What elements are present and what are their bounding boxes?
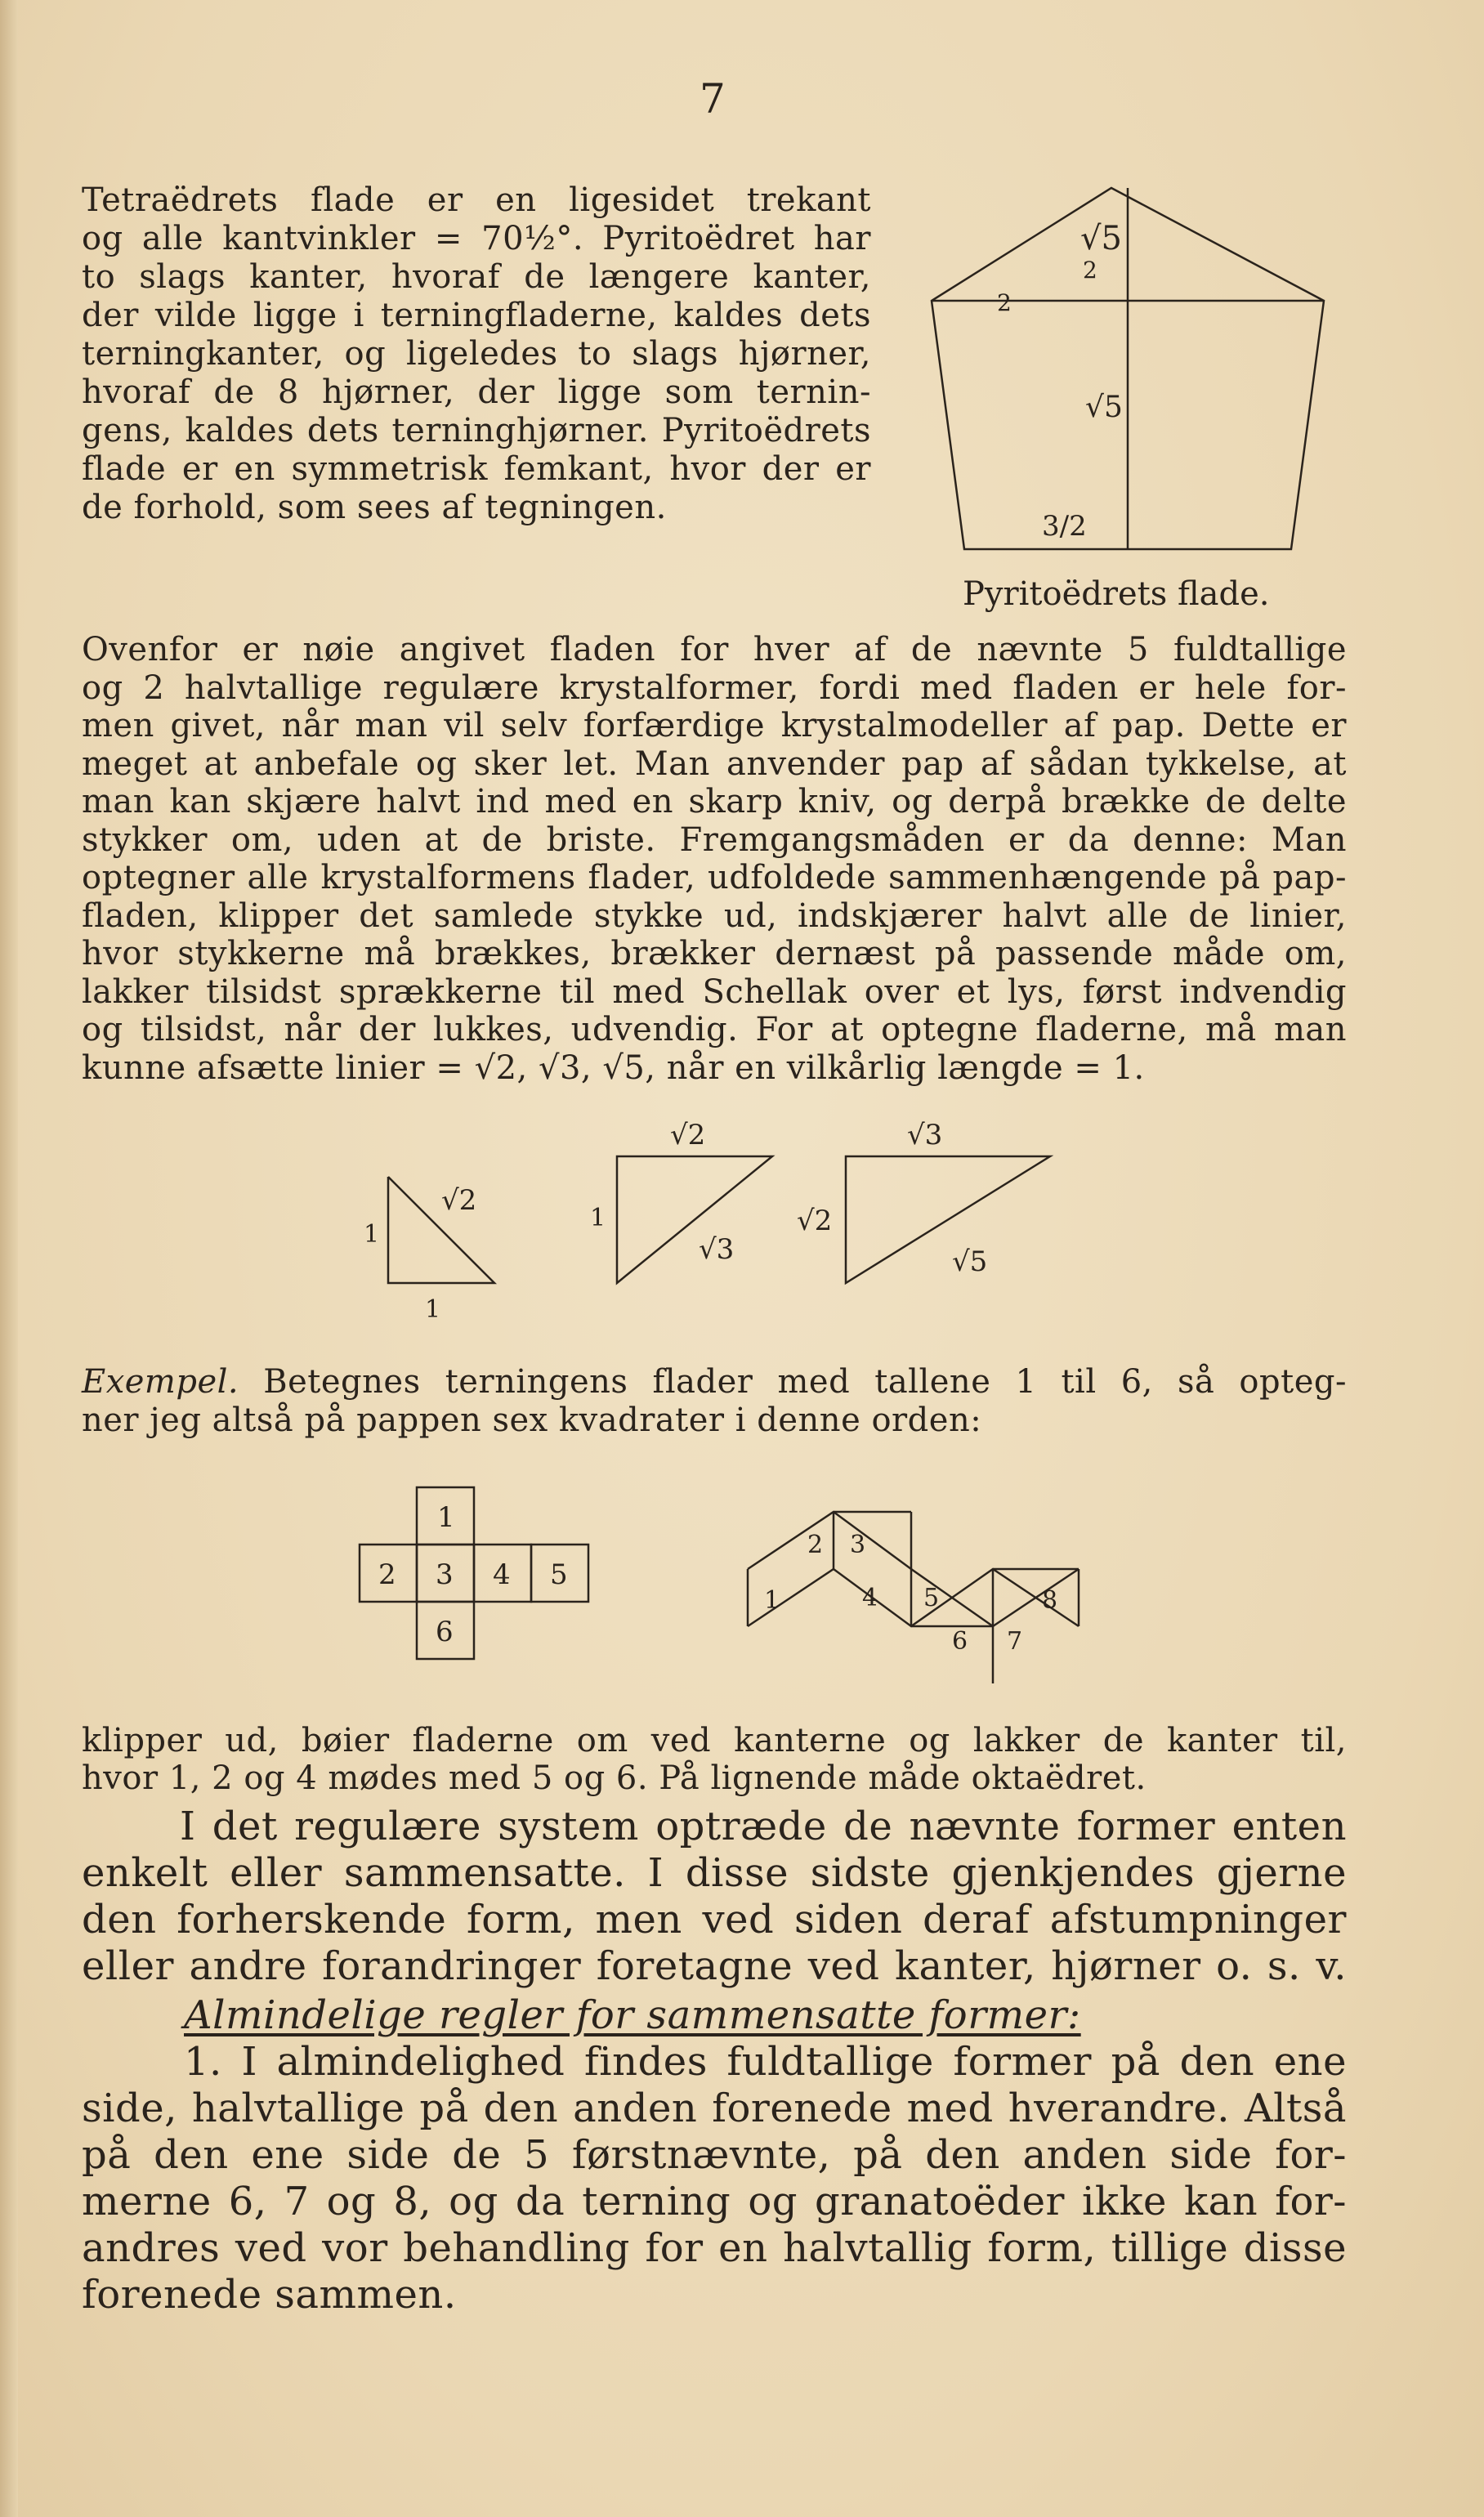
octa-label-4: 4 bbox=[862, 1584, 878, 1612]
label-top-sqrt5: √5 bbox=[1080, 220, 1122, 257]
paragraph-tetraeder bbox=[82, 181, 871, 527]
example-text: Betegnes terningens flader med tallene 1 til 6, så opteg- bbox=[239, 1363, 1347, 1401]
fig1-hyp: √2 bbox=[441, 1184, 477, 1217]
text-line: man kan skjære halvt ind med en skarp kniv, og derpå brække de delte bbox=[82, 783, 1347, 820]
paragraph-rule-1 bbox=[82, 2039, 1347, 2318]
fig3-hyp: √5 bbox=[952, 1245, 988, 1278]
text-line: på den ene side de 5 førstnævnte, på den anden side for- bbox=[82, 2132, 1347, 2178]
octa-label-6: 6 bbox=[952, 1627, 968, 1656]
text-line: hvor 1, 2 og 4 mødes med 5 og 6. På lignende måde oktaëdret. bbox=[82, 1759, 1147, 1797]
text-line: andres ved vor behandling for en halvtallig form, tillige disse bbox=[82, 2225, 1347, 2271]
text-line: 1. I almindelighed findes fuldtallige former på den ene bbox=[184, 2039, 1347, 2085]
sqrt-construction-figures bbox=[343, 1103, 1095, 1332]
octa-net-lines-bottom bbox=[748, 1569, 1079, 1626]
text-line: I det regulære system optræde de nævnte former enten bbox=[180, 1804, 1347, 1849]
text-line: fladen, klipper det samlede stykke ud, indskjærer halvt alle de linier, bbox=[82, 896, 1347, 935]
octa-label-2: 2 bbox=[807, 1531, 824, 1559]
octa-label-8: 8 bbox=[1042, 1586, 1058, 1615]
text-line: og 2 halvtallige regulære krystalformer, fordi med fladen er hele for- bbox=[82, 668, 1347, 707]
fig3-top: √3 bbox=[907, 1119, 943, 1151]
text-line: gens, kaldes dets terninghjørner. Pyritoëdrets bbox=[82, 412, 871, 449]
fig2-top: √2 bbox=[670, 1119, 706, 1151]
cube-label-1: 1 bbox=[437, 1501, 455, 1534]
text-line: hvor stykkerne må brækkes, brækker dernæst på passende måde om, bbox=[82, 935, 1347, 972]
octa-label-7: 7 bbox=[1007, 1627, 1023, 1656]
octahedron-net-figure bbox=[735, 1471, 1111, 1692]
text-line: der vilde ligge i terningfladerne, kaldes dets bbox=[82, 297, 871, 334]
cube-label-5: 5 bbox=[550, 1558, 568, 1591]
label-middle-sqrt5: √5 bbox=[1085, 391, 1123, 424]
text-line: og tilsidst, når der lukkes, udvendig. For at optegne fladerne, må man bbox=[82, 1011, 1347, 1048]
fig2-side-left: 1 bbox=[590, 1204, 606, 1232]
text-line bbox=[82, 1363, 1347, 1402]
cube-label-3: 3 bbox=[436, 1558, 454, 1591]
text-line: to slags kanter, hvoraf de længere kanter, bbox=[82, 258, 871, 296]
text-line: den forherskende form, men ved siden deraf afstumpninger bbox=[82, 1897, 1347, 1943]
octa-label-3: 3 bbox=[850, 1531, 866, 1559]
cube-label-2: 2 bbox=[378, 1558, 396, 1591]
text-line: og alle kantvinkler = 70½°. Pyritoëdret har bbox=[82, 220, 871, 257]
fig1-side-bottom: 1 bbox=[425, 1295, 441, 1324]
text-line: terningkanter, og ligeledes to slags hjørner, bbox=[82, 335, 871, 373]
text-line: flade er en symmetrisk femkant, hvor der er bbox=[82, 450, 871, 488]
fig2-hyp: √3 bbox=[699, 1233, 735, 1266]
octa-label-5: 5 bbox=[923, 1584, 940, 1612]
page-edge bbox=[0, 0, 18, 2517]
text-line: side, halvtallige på den anden forenede med hverandre. Altså bbox=[82, 2086, 1347, 2131]
text-line: merne 6, 7 og 8, og da terning og granatoëder ikke kan for- bbox=[82, 2179, 1347, 2224]
text-line: Ovenfor er nøie angivet fladen for hver af de nævnte 5 fuldtallige bbox=[82, 631, 1347, 668]
label-bottom-three-halves: 3/2 bbox=[1042, 510, 1087, 543]
cube-label-4: 4 bbox=[493, 1558, 511, 1591]
cube-label-6: 6 bbox=[436, 1616, 454, 1648]
example-label: Exempel. bbox=[82, 1363, 239, 1401]
text-line: meget at anbefale og sker let. Man anvender pap af sådan tykkelse, at bbox=[82, 744, 1347, 783]
text-line: lakker tilsidst sprækkerne til med Schellak over et lys, først indvendig bbox=[82, 972, 1347, 1011]
text-line: ner jeg altså på pappen sex kvadrater i denne orden: bbox=[82, 1402, 982, 1439]
fig1-side-left: 1 bbox=[364, 1220, 380, 1249]
paragraph-cut-out bbox=[82, 1722, 1347, 1797]
text-line: klipper ud, bøier fladerne om ved kanterne og lakker de kanter til, bbox=[82, 1722, 1347, 1759]
text-line: eller andre forandringer foretagne ved kanter, hjørner o. s. v. bbox=[82, 1943, 1347, 1989]
text-line: de forhold, som sees af tegningen. bbox=[82, 489, 667, 526]
triangle-sqrt5 bbox=[846, 1156, 1050, 1283]
text-line: Tetraëdrets flade er en ligesidet trekant bbox=[82, 181, 871, 219]
paragraph-regular-system bbox=[82, 1804, 1347, 1990]
text-line: forenede sammen. bbox=[82, 2272, 457, 2318]
fig3-side-left: √2 bbox=[797, 1205, 833, 1237]
paragraph-models bbox=[82, 631, 1347, 1087]
text-line: stykker om, uden at de briste. Fremgangsmåden er da denne: Man bbox=[82, 820, 1347, 859]
cube-net-figure bbox=[351, 1479, 613, 1675]
text-line: kunne afsætte linier = √2, √3, √5, når en vilkårlig længde = 1. bbox=[82, 1048, 1145, 1087]
page-number: 7 bbox=[700, 75, 726, 123]
text-line: hvoraf de 8 hjørner, der ligge som ternin- bbox=[82, 373, 871, 411]
pyritoeder-face-figure bbox=[899, 172, 1357, 572]
octa-label-1: 1 bbox=[764, 1586, 780, 1615]
label-left-two: 2 bbox=[997, 289, 1012, 316]
text-line: enkelt eller sammensatte. I disse sidste gjenkjendes gjerne bbox=[82, 1850, 1347, 1896]
pyritoeder-caption: Pyritoëdrets flade. bbox=[963, 575, 1270, 613]
text-line: men givet, når man vil selv forfærdige krystalmodeller af pap. Dette er bbox=[82, 707, 1347, 744]
example-paragraph bbox=[82, 1363, 1347, 1440]
text-line: optegner alle krystalformens flader, udfoldede sammenhængende på pap- bbox=[82, 859, 1347, 896]
rules-heading: Almindelige regler for sammensatte former: bbox=[184, 1992, 1081, 2038]
triangle-sqrt3 bbox=[617, 1156, 772, 1283]
label-top-numerator: 2 bbox=[1083, 257, 1097, 284]
